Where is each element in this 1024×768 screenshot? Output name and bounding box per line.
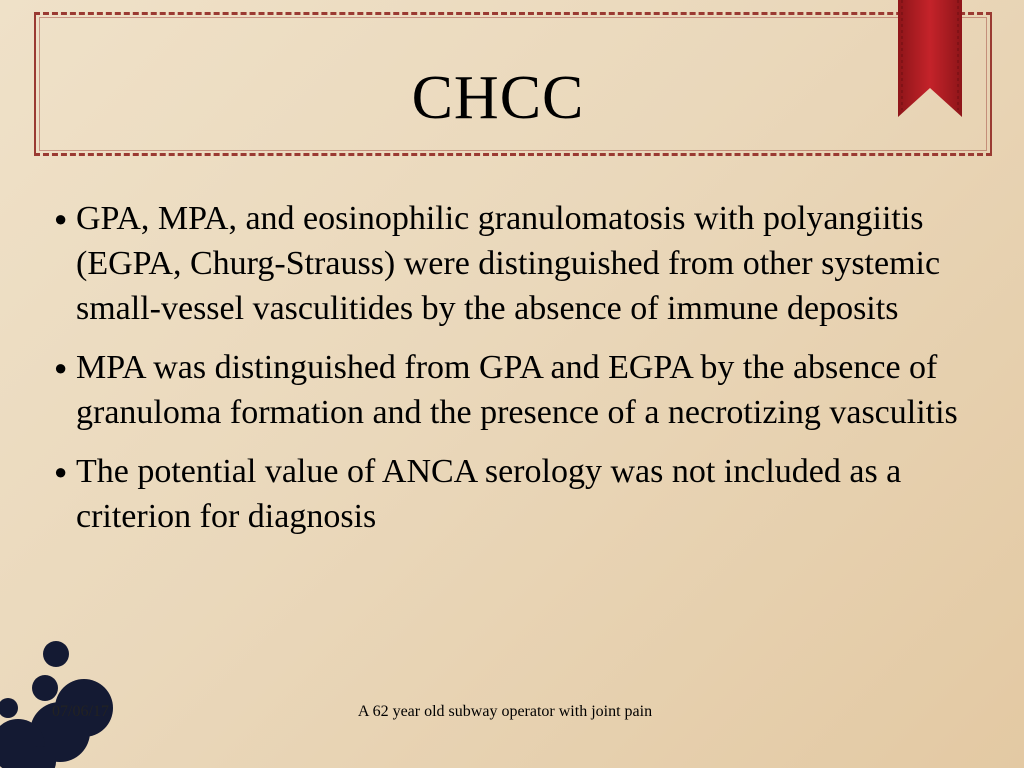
bullet-list [50,196,990,553]
bullet-dot-icon: ● [54,206,68,231]
ink-blot-decoration-icon [0,630,130,768]
bullet-item [50,449,990,539]
bullet-text: MPA was distinguished from GPA and EGPA by the absence of granuloma formation and the presence of a necrotizing vasculitis [76,349,958,431]
footer-date: 07/06/17 [52,703,109,720]
bullet-item [50,345,990,435]
bullet-text: GPA, MPA, and eosinophilic granulomatosis with polyangiitis (EGPA, Churg-Strauss) were distinguished from other systemic small-vessel vasculitides by the absence of immune deposits [76,200,941,327]
footer-text: A 62 year old subway operator with joint pain [357,703,653,720]
bullet-item [50,196,990,331]
title-frame [34,12,992,156]
bullet-dot-icon: ● [54,355,68,380]
bullet-dot-icon: ● [54,459,68,484]
slide-title: CHCC [411,64,585,132]
bullet-text: The potential value of ANCA serology was not included as a criterion for diagnosis [76,453,902,535]
bookmark-ribbon-icon [898,0,962,117]
